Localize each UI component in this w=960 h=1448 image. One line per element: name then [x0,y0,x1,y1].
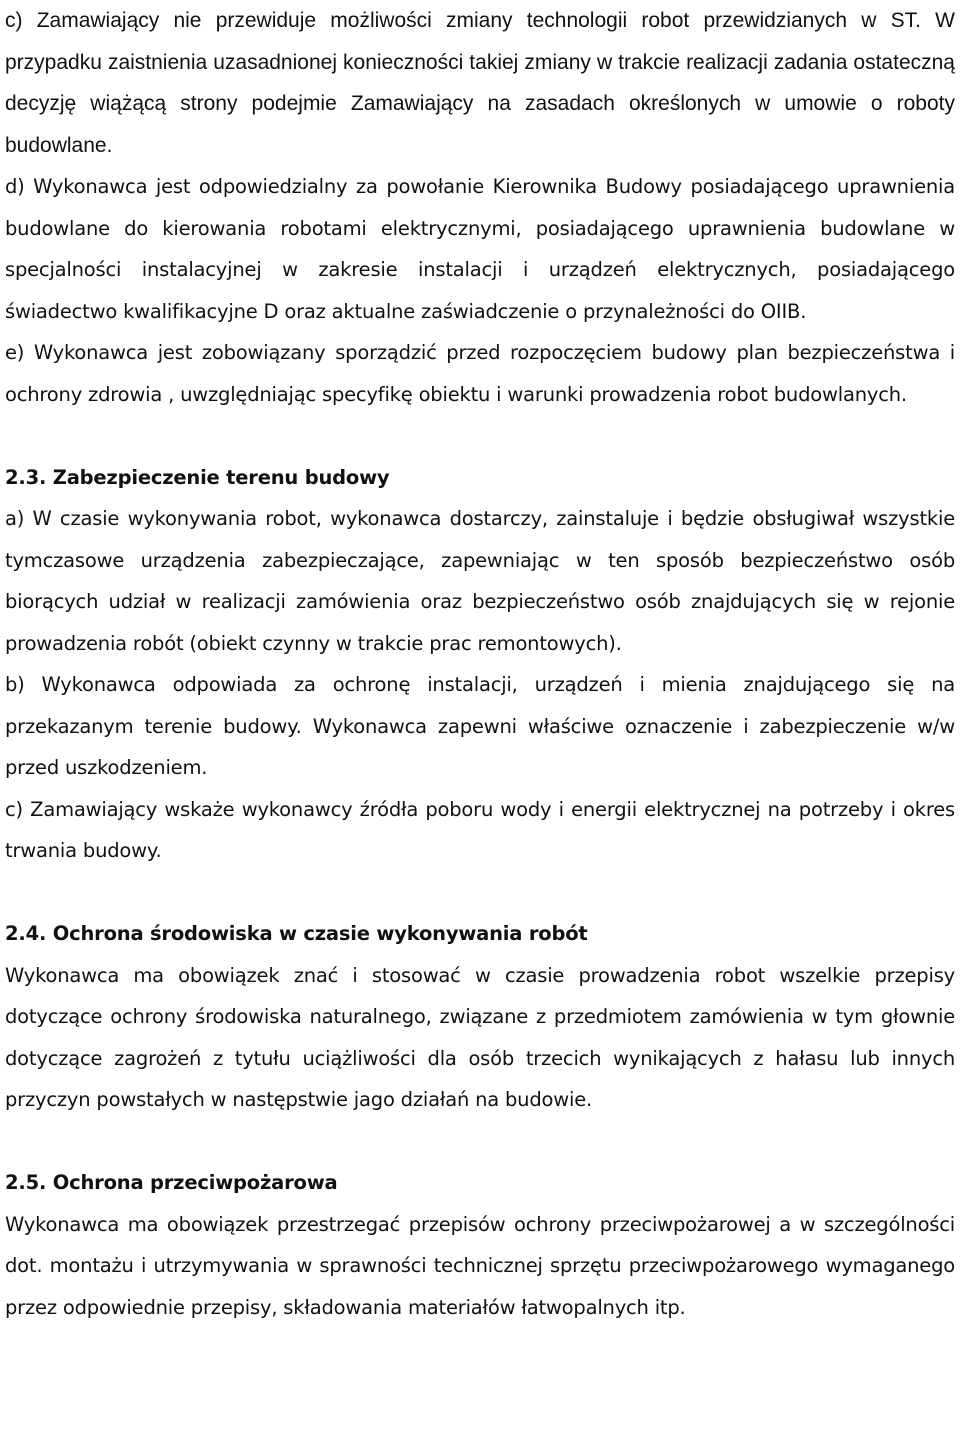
paragraph-2-3-b: b) Wykonawca odpowiada za ochronę instalacji, urządzeń i mienia znajdującego się na przekazanym terenie budowy. Wykonawca zapewni właściwe oznaczenie i zabezpieczenie w/w przed uszkodzeniem. [5,673,955,779]
paragraph-st-d: d) Wykonawca jest odpowiedzialny za powołanie Kierownika Budowy posiadającego uprawnienia budowlane do kierowania robotami elektrycznymi, posiadającego uprawnienia budowlane w specjalności instalacyjnej w zakresie instalacji i urządzeń elektrycznych, posiadającego świadectwo kwalifikacyjne D oraz aktualne zaświadczenie o przynależności do OIIB. [5,175,955,323]
section-heading-2-3 [5,457,955,499]
paragraph-2-3-c: c) Zamawiający wskaże wykonawcy źródła poboru wody i energii elektrycznej na potrzeby i okres trwania budowy. [5,797,955,862]
section-number: 2.3. [5,465,47,489]
section-heading-2-5 [5,1162,955,1204]
section-number: 2.4. [5,922,47,945]
section-title: Zabezpieczenie terenu budowy [52,465,390,489]
document-page [5,0,955,1328]
section-title: Ochrona przeciwpożarowa [52,1171,338,1194]
spacer [5,415,955,457]
section-title: Ochrona środowiska w czasie wykonywania robót [52,922,588,945]
spacer [5,872,955,914]
section-heading-2-4 [5,913,955,955]
paragraph-2-4: Wykonawca ma obowiązek znać i stosować w czasie prowadzenia robot wszelkie przepisy dotyczące ochrony środowiska naturalnego, związane z przedmiotem zamówienia w tym głownie dotyczące zagrożeń z tytułu uciążliwości dla osób trzecich wynikających z hałasu lub innych przyczyn powstałych w następstwie jago działań na budowie. [5,963,955,1111]
paragraph-2-5: Wykonawca ma obowiązek przestrzegać przepisów ochrony przeciwpożarowej a w szczególności dot. montażu i utrzymywania w sprawności technicznej sprzętu przeciwpożarowego wymaganego przez odpowiednie przepisy, składowania materiałów łatwopalnych itp. [5,1212,955,1319]
paragraph-st-e: e) Wykonawca jest zobowiązany sporządzić przed rozpoczęciem budowy plan bezpieczeństwa i ochrony zdrowia , uwzględniając specyfikę obiektu i warunki prowadzenia robot budowlanych. [5,341,955,406]
spacer [5,1121,955,1163]
paragraph-st-c: c) Zamawiający nie przewiduje możliwości zmiany technologii robot przewidzianych w ST. W przypadku zaistnienia uzasadnionej konieczności takiej zmiany w trakcie realizacji zadania ostateczną decyzję wiążącą strony podejmie Zamawiający na zasadach określonych w umowie o roboty budowlane. [5,9,955,157]
section-number: 2.5. [5,1171,47,1194]
paragraph-2-3-a: a) W czasie wykonywania robot, wykonawca dostarczy, zainstaluje i będzie obsługiwał wszystkie tymczasowe urządzenia zabezpieczające, zapewniając w ten sposób bezpieczeństwo osób biorących udział w realizacji zamówienia oraz bezpieczeństwo osób znajdujących się w rejonie prowadzenia robót (obiekt czynny w trakcie prac remontowych). [5,507,955,655]
